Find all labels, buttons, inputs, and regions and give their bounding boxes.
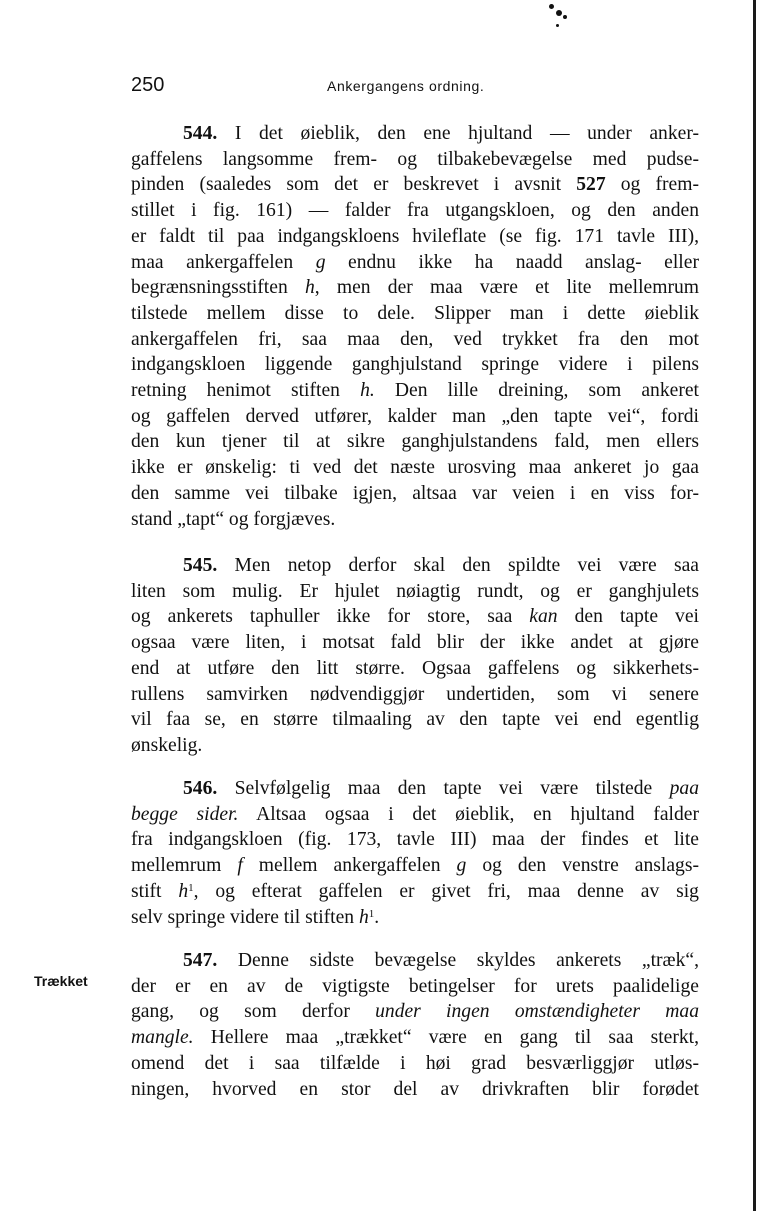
text-run: begrænsningsstiften	[131, 277, 305, 299]
text-line: ningen, hvorved en stor del av drivkraften blir forødet	[131, 1078, 699, 1100]
text-run: Den lille dreining, som ankeret	[374, 380, 699, 402]
text-line	[131, 802, 699, 828]
text-line: end at utføre den litt større. Ogsaa gaffelens og sikkerhets-	[131, 657, 699, 679]
text-run: .	[374, 906, 380, 928]
text-run: mellem ankergaffelen	[242, 855, 457, 877]
text-run: Men netop derfor skal den spildte vei være saa	[217, 555, 699, 576]
italic-word: mangle.	[131, 1027, 194, 1049]
ink-speck	[563, 15, 567, 19]
text-line: der er en av de vigtigste betingelser for urets paalidelige	[131, 975, 699, 997]
text-line	[131, 905, 699, 931]
page-edge	[753, 0, 756, 1211]
text-line: tilstede mellem disse to dele. Slipper man i dette øieblik	[131, 302, 699, 324]
text-run: maa ankergaffelen	[131, 251, 316, 273]
text-line	[131, 250, 699, 276]
ink-speck	[556, 24, 559, 27]
italic-symbol: f	[237, 855, 243, 877]
section-reference: 527	[576, 174, 606, 196]
section-number: 547.	[183, 950, 218, 971]
italic-word: kan	[529, 606, 558, 628]
text-line: vil faa se, en større tilmaaling av den tapte vei end egentlig	[131, 709, 699, 731]
text-line: omend det i saa tilfælde i høi grad besværliggjør utløs-	[131, 1052, 699, 1074]
text-line	[131, 999, 699, 1025]
section-number: 546.	[183, 778, 218, 799]
text-line: ønskelig.	[131, 734, 203, 756]
page-header	[131, 74, 699, 104]
text-line	[131, 121, 699, 147]
text-line: indgangskloen liggende ganghjulstand springe videre i pilens	[131, 354, 699, 376]
text-line: ankergaffelen fri, saa maa den, ved trykket fra den mot	[131, 328, 699, 350]
text-run: og frem-	[605, 174, 699, 196]
text-run: og ankerets taphuller ikke for store, saa	[131, 606, 530, 628]
italic-word: begge sider.	[131, 803, 239, 825]
running-title: Ankergangens ordning.	[327, 78, 485, 94]
italic-symbol: h	[304, 277, 315, 299]
text-run: Hellere maa „trækket“ være en gang til saa sterkt,	[193, 1027, 699, 1049]
text-run: Selvfølgelig maa den tapte vei være tilstede	[217, 778, 670, 799]
text-line: stillet i fig. 161) — falder fra utgangskloen, og den anden	[131, 200, 699, 222]
text-run: I det øieblik, den ene hjultand — under anker-	[217, 123, 699, 144]
superscript: 1	[188, 881, 194, 894]
text-run: og den venstre anslags-	[466, 855, 699, 877]
page-number: 250	[131, 74, 165, 96]
text-line	[131, 879, 699, 905]
text-line	[131, 948, 699, 974]
text-line: rullens samvirken nødvendiggjør undertiden, som vi senere	[131, 683, 699, 705]
text-run: retning henimot stiften	[131, 380, 361, 402]
italic-word: paa	[669, 778, 699, 799]
italic-symbol: g	[315, 251, 326, 273]
text-line: er faldt til paa indgangskloens hvileflate (se fig. 171 tavle III),	[131, 225, 699, 247]
text-run: mellemrum	[131, 855, 238, 877]
italic-symbol: h	[359, 906, 369, 928]
text-line	[131, 172, 699, 198]
ink-speck	[549, 4, 554, 9]
text-run: gang, og som derfor	[131, 1001, 376, 1023]
italic-symbol: g	[456, 855, 467, 877]
text-run: pinden (saaledes som det er beskrevet i avsnit	[131, 174, 577, 196]
italic-symbol: h	[178, 880, 189, 902]
text-line	[131, 553, 699, 579]
text-line	[131, 604, 699, 630]
text-line: ikke er ønskelig: ti ved det næste urosving maa ankeret jo gaa	[131, 457, 699, 479]
text-line: stand „tapt“ og forgjæves.	[131, 508, 336, 530]
text-run: , og efterat gaffelen er givet fri, maa denne av sig	[193, 880, 699, 902]
margin-note: Trækket	[34, 973, 88, 989]
text-line: gaffelens langsomme frem- og tilbakebevægelse med pudse-	[131, 148, 699, 170]
italic-phrase: under ingen omstændigheter maa	[375, 1001, 699, 1023]
text-line: den kun tjener til at sikre ganghjulstandens fald, men ellers	[131, 431, 699, 453]
text-line	[131, 776, 699, 802]
text-run: Denne sidste bevægelse skyldes ankerets „træk“,	[217, 950, 699, 971]
text-run: , men der maa være et lite mellemrum	[314, 277, 700, 299]
text-line: fra indgangskloen (fig. 173, tavle III) maa der findes et lite	[131, 829, 699, 851]
italic-symbol: h.	[360, 380, 375, 402]
text-run: Altsaa ogsaa i det øieblik, en hjultand falder	[238, 803, 699, 825]
text-run: den tapte vei	[557, 606, 699, 628]
section-number: 545.	[183, 555, 218, 576]
text-line: ogsaa være liten, i motsat fald blir der ikke andet at gjøre	[131, 632, 699, 654]
paragraph-546	[131, 776, 699, 930]
section-number: 544.	[183, 123, 218, 144]
ink-speck	[556, 10, 562, 16]
text-line: liten som mulig. Er hjulet nøiagtig rundt, og er ganghjulets	[131, 580, 699, 602]
paragraph-547	[131, 948, 699, 1102]
text-run: stift	[131, 880, 179, 902]
text-line	[131, 853, 699, 879]
text-line	[131, 378, 699, 404]
text-run: endnu ikke ha naadd anslag- eller	[325, 251, 699, 273]
paragraph-545	[131, 553, 699, 759]
paragraph-544	[131, 121, 699, 532]
text-line: den samme vei tilbake igjen, altsaa var veien i en viss for-	[131, 482, 699, 504]
text-line: og gaffelen derved utfører, kalder man „den tapte vei“, fordi	[131, 405, 699, 427]
text-run: selv springe videre til stiften	[131, 906, 359, 928]
text-line	[131, 275, 699, 301]
superscript: 1	[368, 907, 375, 920]
text-line	[131, 1025, 699, 1051]
